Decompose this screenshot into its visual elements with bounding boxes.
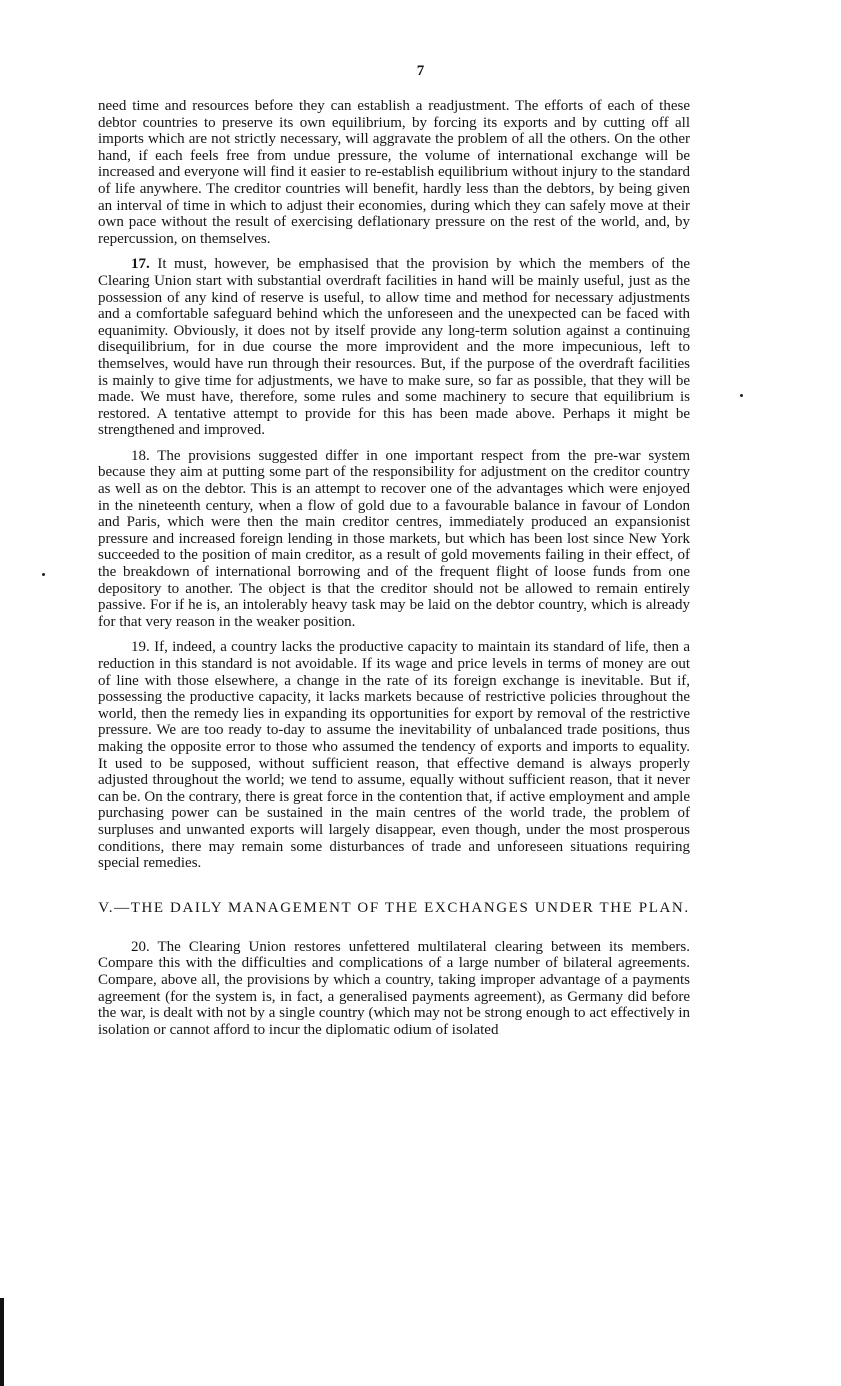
paragraph-text: It must, however, be emphasised that the provision by which the members of the Clearing Union start with substantial overdraft facilities in hand will be mainly useful, just as the possession of any kind of reserve is useful, to allow time and method for necessary adjustments and a comfortable safeguard behind which the unforeseen and the unexpected can be faced with equanimity. Obviously, it does not by itself provide any long-term solution against a continuing disequilibrium, for in due course the more improvident and the more impecunious, left to themselves, would have run through their resources. But, if the purpose of the overdraft facilities is mainly to give time for adjustments, we have to make sure, so far as possible, that they will be made. We must have, therefore, some rules and some machinery to secure that equilibrium is restored. A tentative attempt to provide for this has been made above. Perhaps it might be strengthened and improved. [98, 256, 691, 439]
scan-speck [42, 573, 45, 576]
paragraph-text: The Clearing Union restores unfettered multilateral clearing between its members. Compare this with the difficulties and complications of a large number of bilateral agreements. Compare, above all, the provisions by which a country, taking improper advantage of a payments agreement (for the system is, in fact, a generalised payments agreement), as Germany did before the war, is dealt with not by a single country (which may not be strong enough to act effectively in isolation or cannot afford to incur the diplomatic odium of isolated [98, 938, 690, 1038]
scan-speck [740, 394, 743, 397]
paragraph-number: 17. [131, 256, 150, 273]
paragraph-18 [98, 448, 690, 631]
document-body [98, 98, 690, 1047]
paragraph-number: 19. [131, 639, 150, 656]
section-heading: V.—THE DAILY MANAGEMENT OF THE EXCHANGES UNDER THE PLAN. [98, 899, 690, 916]
paragraph-19 [98, 639, 690, 871]
paragraph-20 [98, 939, 690, 1039]
paragraph-text: need time and resources before they can establish a readjustment. The efforts of each of these debtor countries to preserve its own equilibrium, by forcing its exports and by cutting off all imports which are not strictly necessary, will aggravate the problem of all the others. On the other hand, if each feels free from undue pressure, the volume of international exchange will be increased and everyone will find it easier to re-establish equilibrium without injury to the standard of life anywhere. The creditor countries will benefit, hardly less than the debtors, by being given an interval of time in which to adjust their economies, during which they can safely move at their own pace without the result of exercising deflationary pressure on the rest of the world, and, by repercussion, on themselves. [98, 98, 690, 247]
paragraph-number: 18. [131, 447, 150, 464]
paragraph-text: The provisions suggested differ in one important respect from the pre-war system because they aim at putting some part of the responsibility for adjustment on the creditor country as well as on the debtor. This is an attempt to recover one of the advantages which were enjoyed in the nineteenth century, when a flow of gold due to a favourable balance in favour of London and Paris, which were then the main creditor centres, immediately produced an expansionist pressure and increased foreign lending in those markets, but which has been lost since New York succeeded to the position of main creditor, as a result of gold movements failing in their effect, of the breakdown of international borrowing and of the frequent flight of loose funds from one depository to another. The object is that the creditor should not be allowed to remain entirely passive. For if he is, an intolerably heavy task may be laid on the debtor country, which is already for that very reason in the weaker position. [98, 447, 690, 630]
scan-edge-mark [0, 1298, 4, 1386]
paragraph-continuation [98, 98, 690, 247]
paragraph-text: If, indeed, a country lacks the productive capacity to maintain its standard of life, then a reduction in this standard is not avoidable. If its wage and price levels in terms of money are out of line with those elsewhere, a change in the rate of its foreign exchange is inevitable. But if, possessing the productive capacity, it lacks markets because of restrictive policies throughout the world, then the remedy lies in expanding its opportunities for export by removal of the restrictive pressure. We are too ready to-day to assume the inevitability of unbalanced trade positions, thus making the opposite error to those who assumed the tendency of exports and imports to equality. It used to be supposed, without sufficient reason, that effective demand is always properly adjusted throughout the world; we tend to assume, equally without sufficient reason, that it never can be. On the contrary, there is great force in the contention that, if active employment and ample purchasing power can be sustained in the main centres of the world trade, the problem of surpluses and unwanted exports will largely disappear, even though, under the most prosperous conditions, there may remain some disturbances of trade and unforeseen situations requiring special remedies. [98, 639, 690, 872]
paragraph-17 [98, 256, 690, 439]
paragraph-number: 20. [131, 938, 150, 955]
page-number: 7 [416, 63, 425, 79]
